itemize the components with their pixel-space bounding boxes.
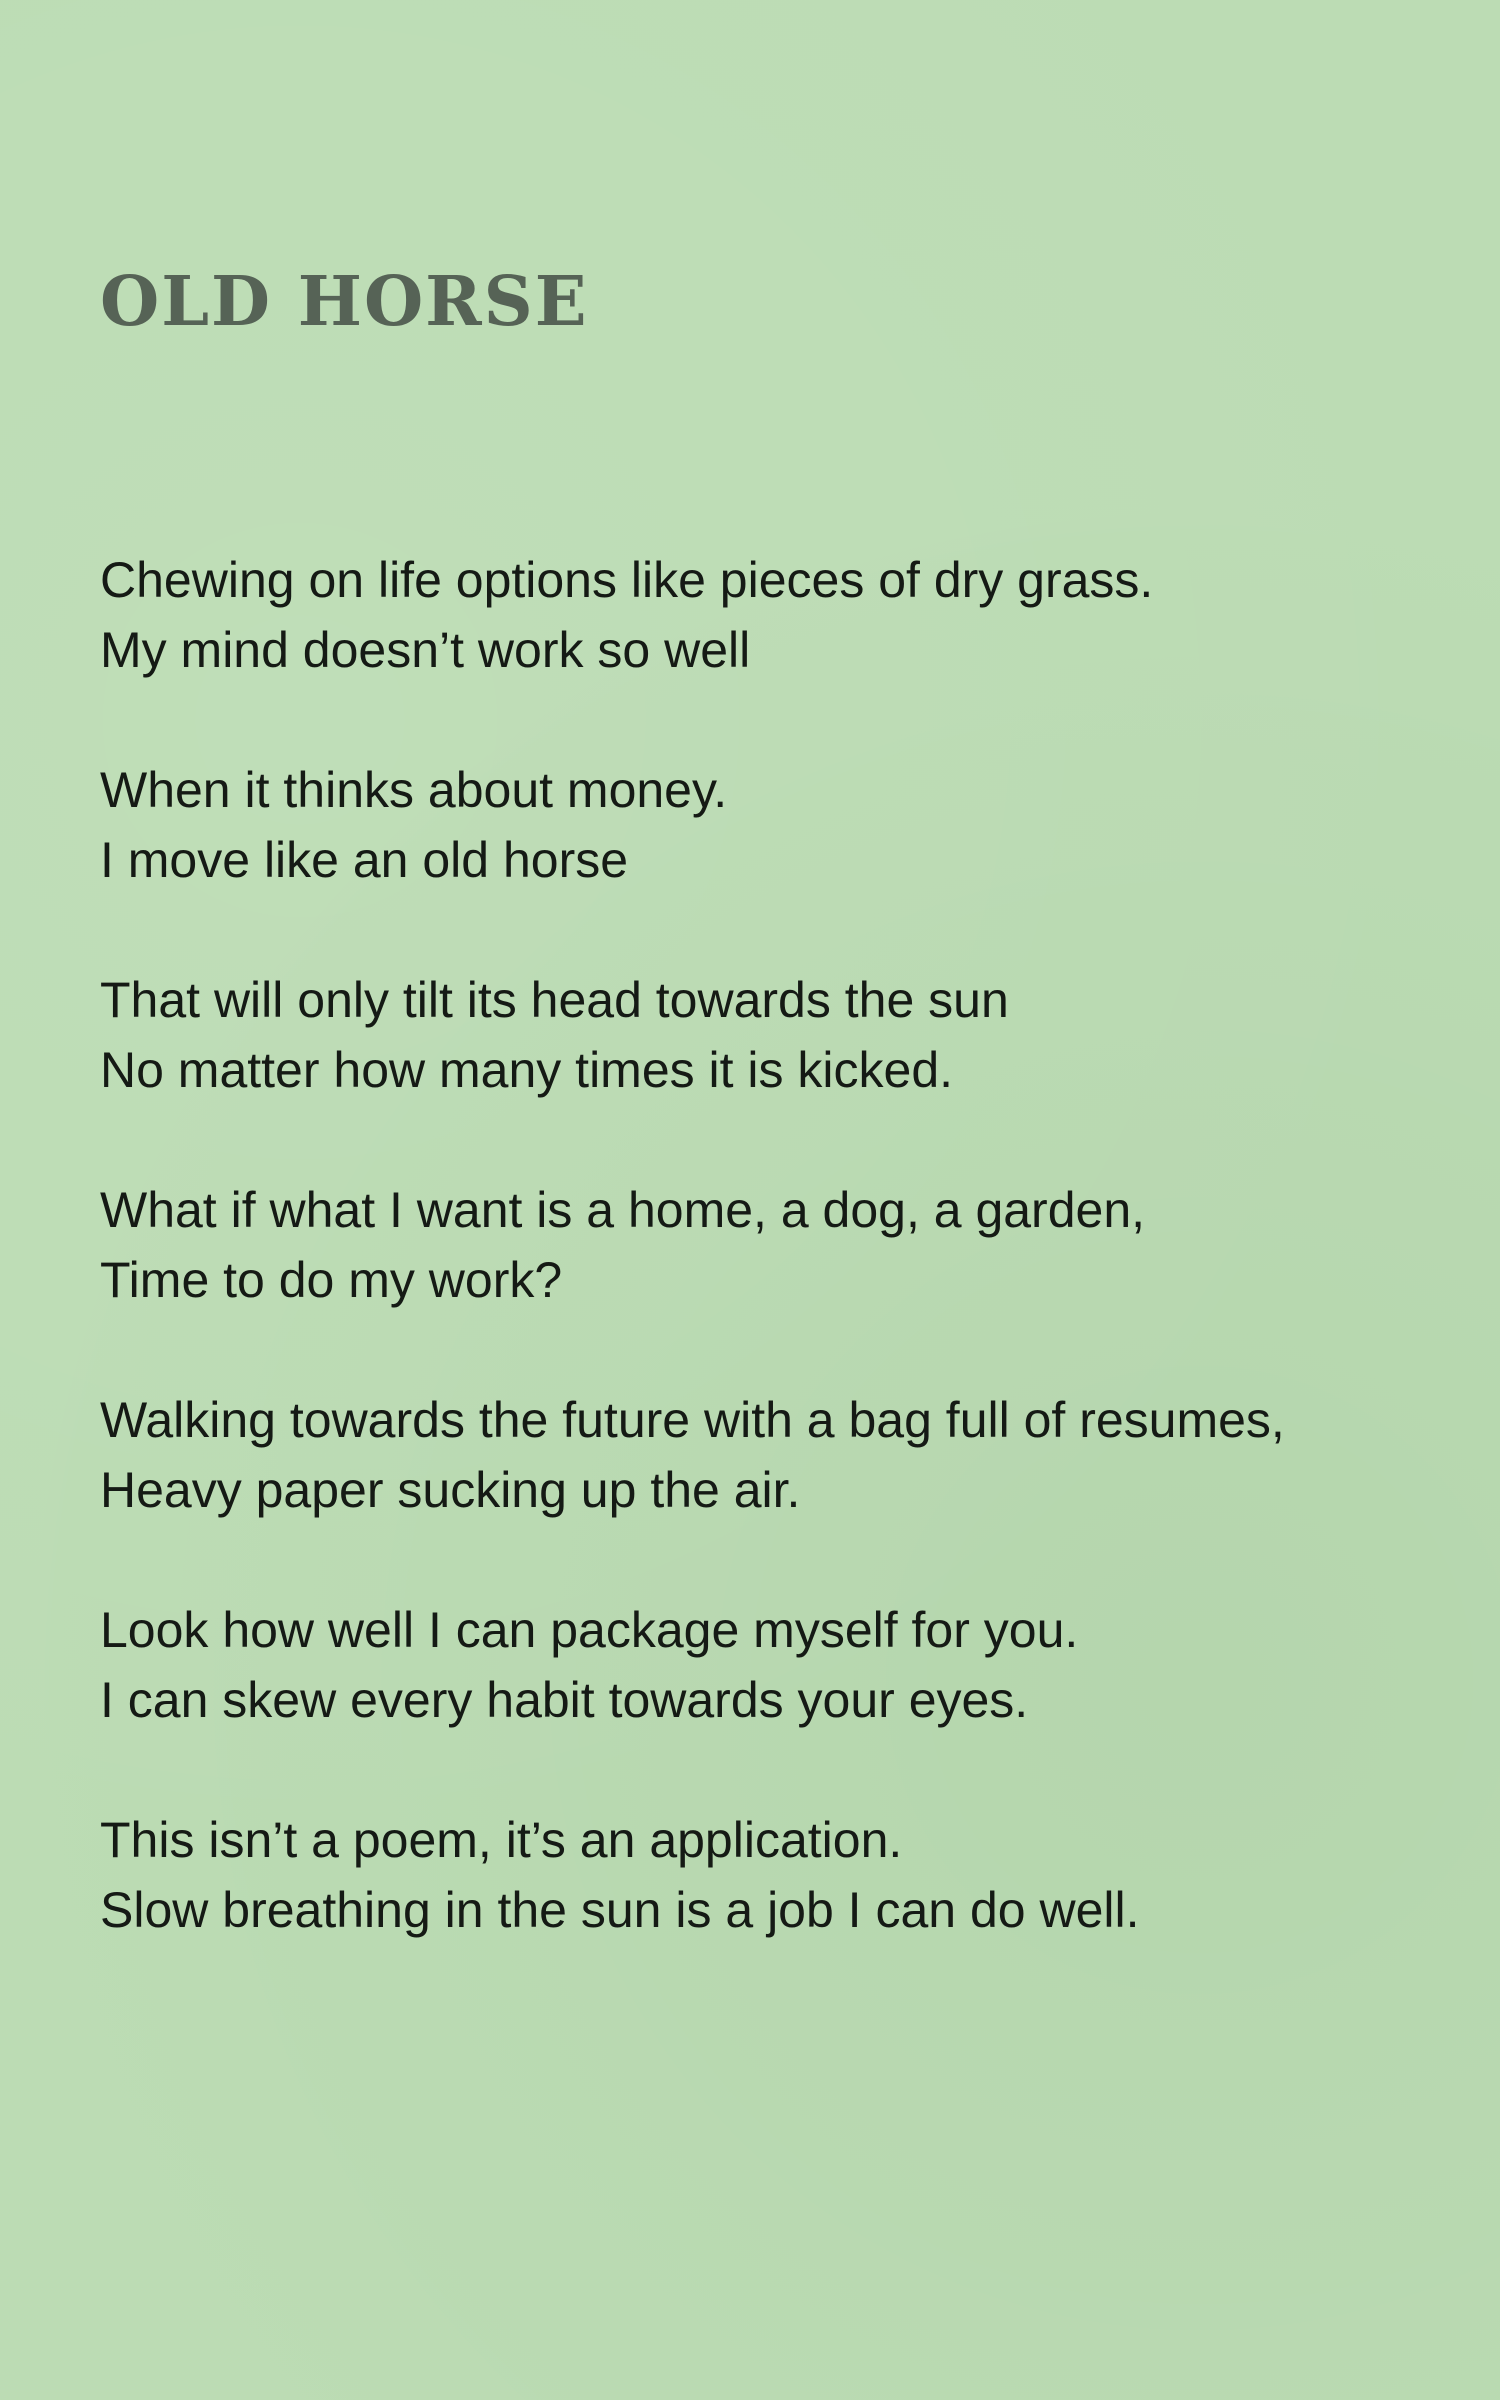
stanza-3 [100,965,1480,1105]
stanza-1 [100,545,1480,685]
stanza-5 [100,1385,1480,1525]
stanza-6 [100,1595,1480,1735]
poem-line: I can skew every habit towards your eyes. [100,1672,1029,1728]
poem-line: Time to do my work? [100,1252,563,1308]
stanza-4 [100,1175,1480,1315]
poem-line: Chewing on life options like pieces of dry grass. [100,552,1154,608]
poem-line: Walking towards the future with a bag full of resumes, [100,1392,1285,1448]
stanza-2 [100,755,1480,895]
poem-title: OLD HORSE [100,262,589,342]
poem-line: What if what I want is a home, a dog, a garden, [100,1182,1146,1238]
poem-line: That will only tilt its head towards the sun [100,972,1009,1028]
poem-line: Heavy paper sucking up the air. [100,1462,801,1518]
poem-line: When it thinks about money. [100,762,728,818]
stanza-7 [100,1805,1480,1945]
poem-line: No matter how many times it is kicked. [100,1042,954,1098]
poem-body [100,545,1480,2015]
poem-line: Slow breathing in the sun is a job I can do well. [100,1882,1140,1938]
poem-line: This isn’t a poem, it’s an application. [100,1812,903,1868]
poem-line: My mind doesn’t work so well [100,622,751,678]
poem-line: I move like an old horse [100,832,629,888]
poem-line: Look how well I can package myself for you. [100,1602,1079,1658]
